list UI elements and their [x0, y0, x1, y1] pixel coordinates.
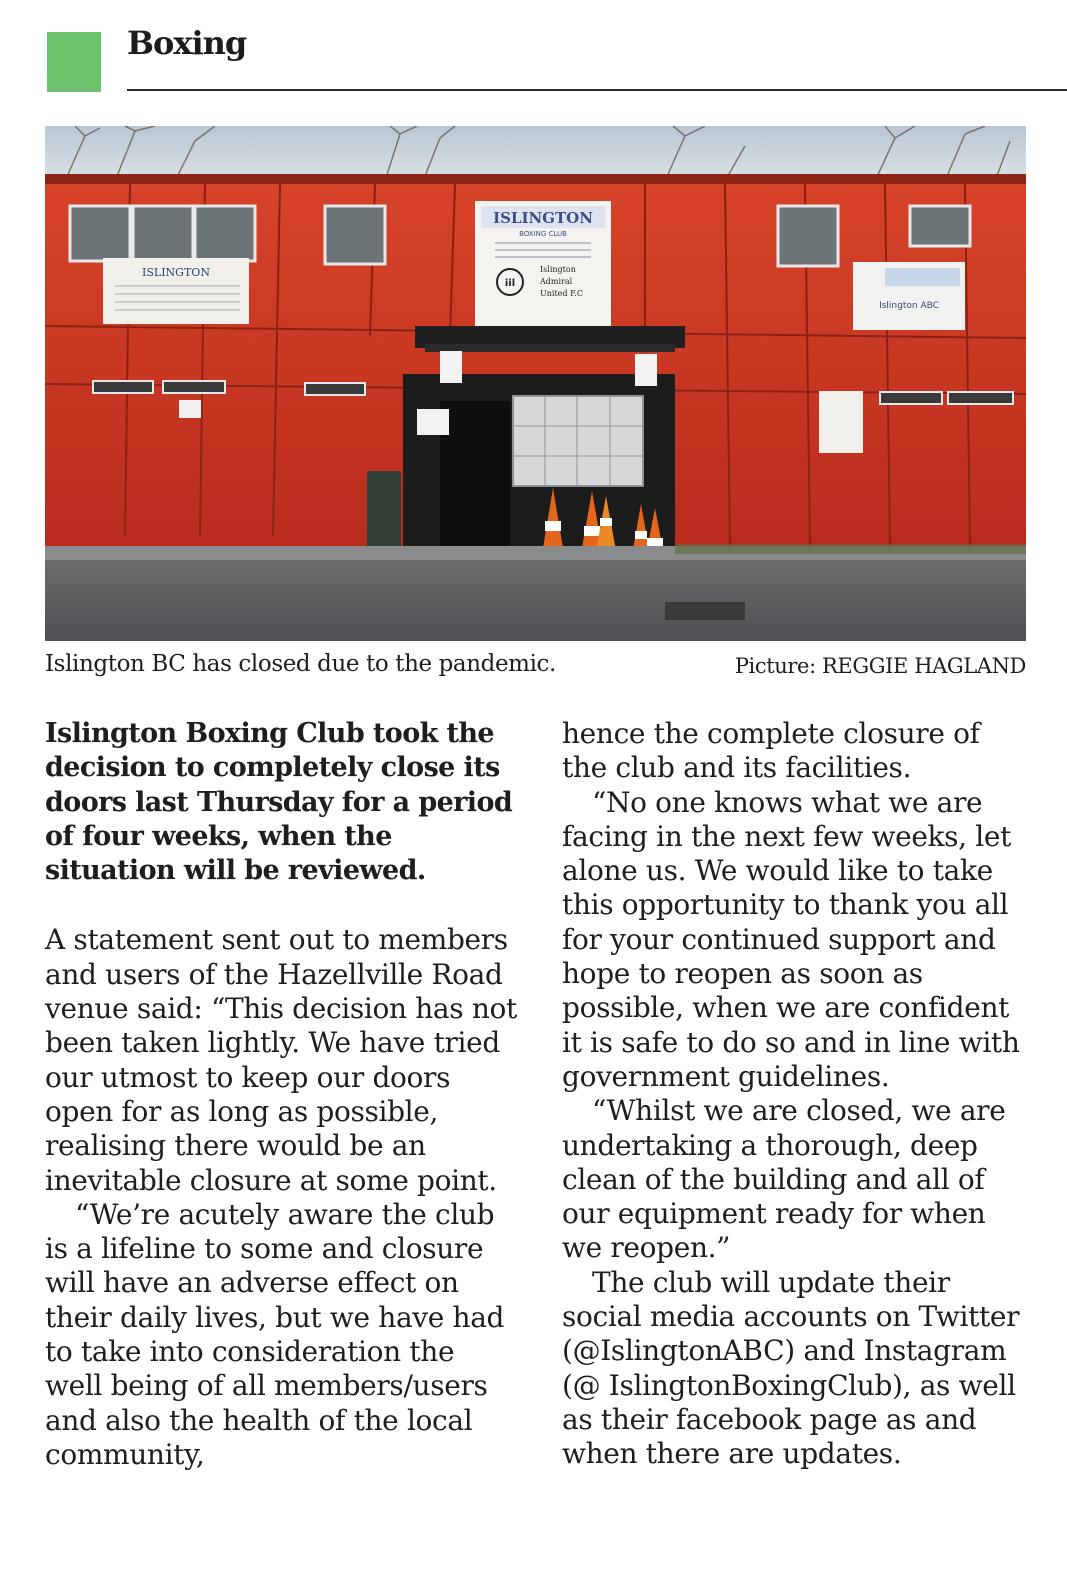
- article-paragraph: The club will update their social media accounts on Twitter (@IslingtonABC) and Instagram (@ IslingtonBoxingClub), as well as their facebook page as and when there are updates.: [562, 1265, 1020, 1471]
- article-paragraph: “We’re acutely aware the club is a lifeline to some and closure will have an adverse effect on their daily lives, but we have had to take into consideration the well being of all members/users and also the health of the local community,: [45, 1197, 505, 1471]
- section-title: Boxing: [127, 24, 247, 62]
- article-paragraph: “Whilst we are closed, we are undertaking a thorough, deep clean of the building and all of our equipment ready for when we reopen.”: [562, 1094, 1006, 1265]
- small-notice: [179, 400, 201, 418]
- photo-caption: Islington BC has closed due to the pandemic.: [45, 651, 556, 677]
- section-color-marker: [47, 32, 101, 92]
- drain-cover: [665, 602, 745, 620]
- main-sign-line3: United F.C: [540, 289, 584, 298]
- green-bin: [367, 471, 401, 549]
- main-sign-line2: Admiral: [540, 277, 573, 286]
- right-sign-title: Islington ABC: [879, 301, 939, 311]
- article-lead: Islington Boxing Club took the decision to completely close its doors last Thursday for a period of four weeks, when the situation will be reviewed.: [45, 718, 513, 887]
- notice-sign: [819, 391, 863, 453]
- grass-strip: [675, 544, 1026, 554]
- main-sign-subtitle: BOXING CLUB: [519, 230, 567, 238]
- section-divider: [127, 89, 1067, 91]
- main-sign-title: ISLINGTON: [493, 209, 593, 227]
- svg-text:iil: iil: [504, 278, 516, 289]
- roof-edge: [45, 174, 1026, 184]
- left-sign: [103, 258, 249, 324]
- main-sign-line1: Islington: [540, 265, 576, 274]
- photo-credit: Picture: REGGIE HAGLAND: [734, 654, 1026, 678]
- article-photo: [45, 126, 1026, 641]
- article-column-right: [562, 717, 1032, 1472]
- article-paragraph: “No one knows what we are facing in the next few weeks, let alone us. We would like to take this opportunity to thank you all for your continued support and hope to reopen as soon as possible, when we are confident it is safe to do so and in line with government guidelines.: [562, 785, 1020, 1093]
- right-sign: [853, 262, 965, 330]
- left-sign-title: ISLINGTON: [142, 266, 210, 279]
- article-column-left: [45, 717, 519, 1472]
- main-club-sign: [475, 201, 611, 326]
- article-paragraph: hence the complete closure of the club and its facilities.: [562, 717, 980, 785]
- road-surface: [45, 560, 1026, 641]
- article-paragraph: A statement sent out to members and users of the Hazellville Road venue said: “This decision has not been taken lightly. We have tried our utmost to keep our doors open for as long as possible, realising there would be an inevitable closure at some point.: [45, 923, 517, 1197]
